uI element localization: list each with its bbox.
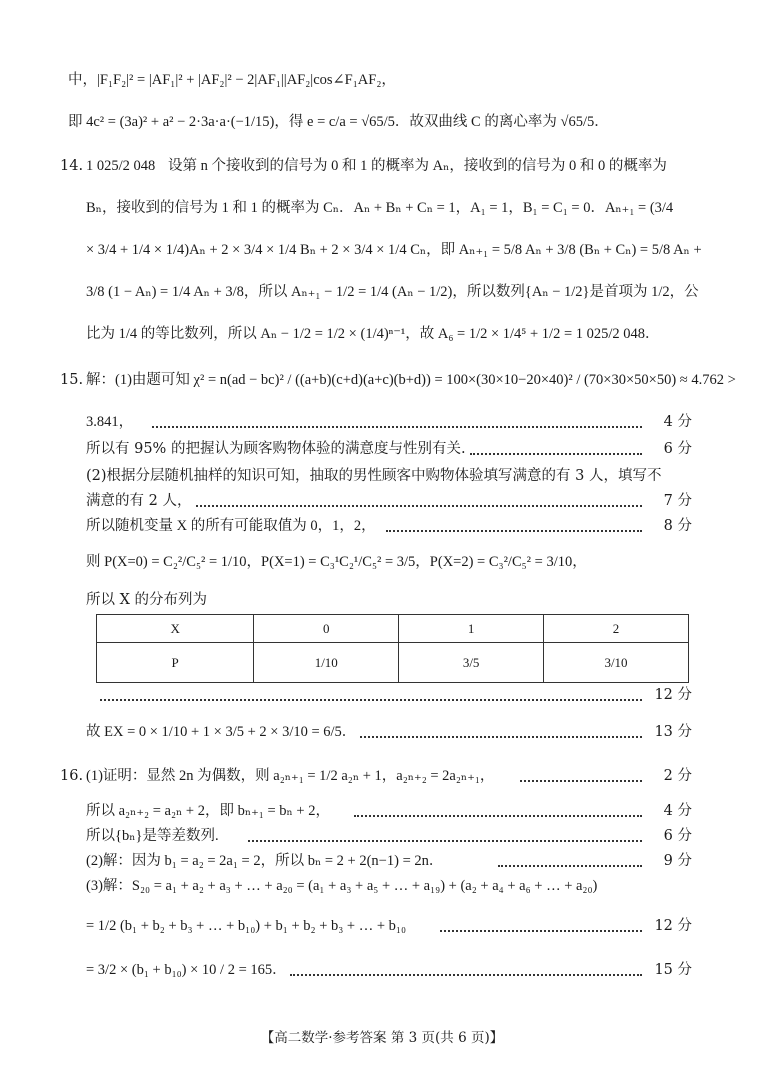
text-line: 中，|F₁F₂|² = |AF₁|² + |AF₂|² − 2|AF₁||AF₂|cos∠F₁AF₂， <box>68 72 396 88</box>
score-label: 9 分 <box>663 853 692 869</box>
table-cell: 0 <box>254 615 399 643</box>
text-line: × 3/4 + 1/4 × 1/4)Aₙ + 2 × 3/4 × 1/4 Bₙ + 2 × 3/4 × 1/4 Cₙ，即 Aₙ₊₁ = 5/8 Aₙ + 3/8 (Bₙ + Cₙ) = 5/8 Aₙ + <box>86 242 702 258</box>
score-label: 13 分 <box>654 724 692 740</box>
text-line: 解：(1)由题可知 χ² = n(ad − bc)² / ((a+b)(c+d)(a+c)(b+d)) = 100×(30×10−20×40)² / (70×30×50×50) ≈ 4.762 > <box>86 372 736 388</box>
score-label: 12 分 <box>654 687 692 703</box>
table-cell: 3/10 <box>544 643 689 683</box>
score-label: 7 分 <box>663 493 692 509</box>
dotted-leader <box>354 813 642 817</box>
text-line: 即 4c² = (3a)² + a² − 2·3a·a·(−1/15)，得 e = c/a = √65/5．故双曲线 C 的离心率为 √65/5． <box>68 114 609 130</box>
text-line: 所以 X 的分布列为 <box>86 592 208 608</box>
table-cell: X <box>97 615 254 643</box>
text-line: (1)证明：显然 2n 为偶数，则 a₂ₙ₊₁ = 1/2 a₂ₙ + 1，a₂ₙ₊₂ = 2a₂ₙ₊₁， <box>86 768 495 784</box>
score-label: 8 分 <box>663 518 692 534</box>
text-line: 满意的有 2 人， <box>86 493 192 509</box>
question-number: 16. <box>60 768 84 784</box>
table-row <box>97 643 689 683</box>
text-line: = 3/2 × (b₁ + b₁₀) × 10 / 2 = 165． <box>86 962 287 978</box>
text-line: (3)解：S₂₀ = a₁ + a₂ + a₃ + … + a₂₀ = (a₁ + a₃ + a₅ + … + a₁₉) + (a₂ + a₄ + a₆ + … + a₂₀) <box>86 878 598 894</box>
question-number: 14. <box>60 158 84 174</box>
score-label: 2 分 <box>663 768 692 784</box>
dotted-leader <box>248 838 642 842</box>
text-line: 3.841， <box>86 414 134 430</box>
dotted-leader <box>386 528 642 532</box>
dotted-leader <box>498 863 642 867</box>
dotted-leader <box>440 928 642 932</box>
text-line: 所以有 95% 的把握认为顾客购物体验的满意度与性别有关. <box>86 441 466 457</box>
text-line: 则 P(X=0) = C₂²/C₅² = 1/10，P(X=1) = C₃¹C₂¹/C₅² = 3/5，P(X=2) = C₃²/C₅² = 3/10， <box>86 554 587 570</box>
text-line: 3/8 (1 − Aₙ) = 1/4 Aₙ + 3/8，所以 Aₙ₊₁ − 1/2 = 1/4 (Aₙ − 1/2)，所以数列{Aₙ − 1/2}是首项为 1/2，公 <box>86 284 699 300</box>
table-cell: 2 <box>544 615 689 643</box>
dotted-leader <box>100 697 642 701</box>
text-line: 所以 a₂ₙ₊₂ = a₂ₙ + 2，即 bₙ₊₁ = bₙ + 2， <box>86 803 330 819</box>
text-line: 所以随机变量 X 的所有可能取值为 0，1，2， <box>86 518 376 534</box>
dotted-leader <box>360 734 642 738</box>
table-cell: 3/5 <box>399 643 544 683</box>
dotted-leader <box>152 424 642 428</box>
text-line: = 1/2 (b₁ + b₂ + b₃ + … + b₁₀) + b₁ + b₂ + b₃ + … + b₁₀ <box>86 918 407 934</box>
score-label: 6 分 <box>663 441 692 457</box>
score-label: 12 分 <box>654 918 692 934</box>
text-line: (2)解：因为 b₁ = a₂ = 2a₁ = 2，所以 bₙ = 2 + 2(n−1) = 2n． <box>86 853 444 869</box>
table-cell: 1/10 <box>254 643 399 683</box>
score-label: 15 分 <box>654 962 692 978</box>
answer-value: 1 025/2 048 <box>86 158 156 174</box>
score-label: 4 分 <box>663 414 692 430</box>
score-label: 6 分 <box>663 828 692 844</box>
dotted-leader <box>470 451 642 455</box>
text-line: Bₙ，接收到的信号为 1 和 1 的概率为 Cₙ．Aₙ + Bₙ + Cₙ = 1，A₁ = 1，B₁ = C₁ = 0．Aₙ₊₁ = (3/4 <box>86 200 674 216</box>
text-line: 设第 n 个接收到的信号为 0 和 1 的概率为 Aₙ，接收到的信号为 0 和 0 的概率为 <box>168 158 667 174</box>
table-header-row <box>97 615 689 643</box>
question-number: 15. <box>60 372 84 388</box>
distribution-table <box>96 614 689 683</box>
dotted-leader <box>290 972 642 976</box>
table-cell: P <box>97 643 254 683</box>
table-cell: 1 <box>399 615 544 643</box>
score-label: 4 分 <box>663 803 692 819</box>
text-line: 故 EX = 0 × 1/10 + 1 × 3/5 + 2 × 3/10 = 6/5． <box>86 724 357 740</box>
text-line: 所以{bₙ}是等差数列. <box>86 828 219 844</box>
dotted-leader <box>520 778 642 782</box>
page-footer: 【高二数学·参考答案 第 3 页(共 6 页)】 <box>260 1030 504 1046</box>
text-line: (2)根据分层随机抽样的知识可知，抽取的男性顾客中购物体验填写满意的有 3 人，填写不 <box>86 468 662 484</box>
text-line: 比为 1/4 的等比数列，所以 Aₙ − 1/2 = 1/2 × (1/4)ⁿ⁻¹，故 A₆ = 1/2 × 1/4⁵ + 1/2 = 1 025/2 048． <box>86 326 660 342</box>
dotted-leader <box>196 503 642 507</box>
